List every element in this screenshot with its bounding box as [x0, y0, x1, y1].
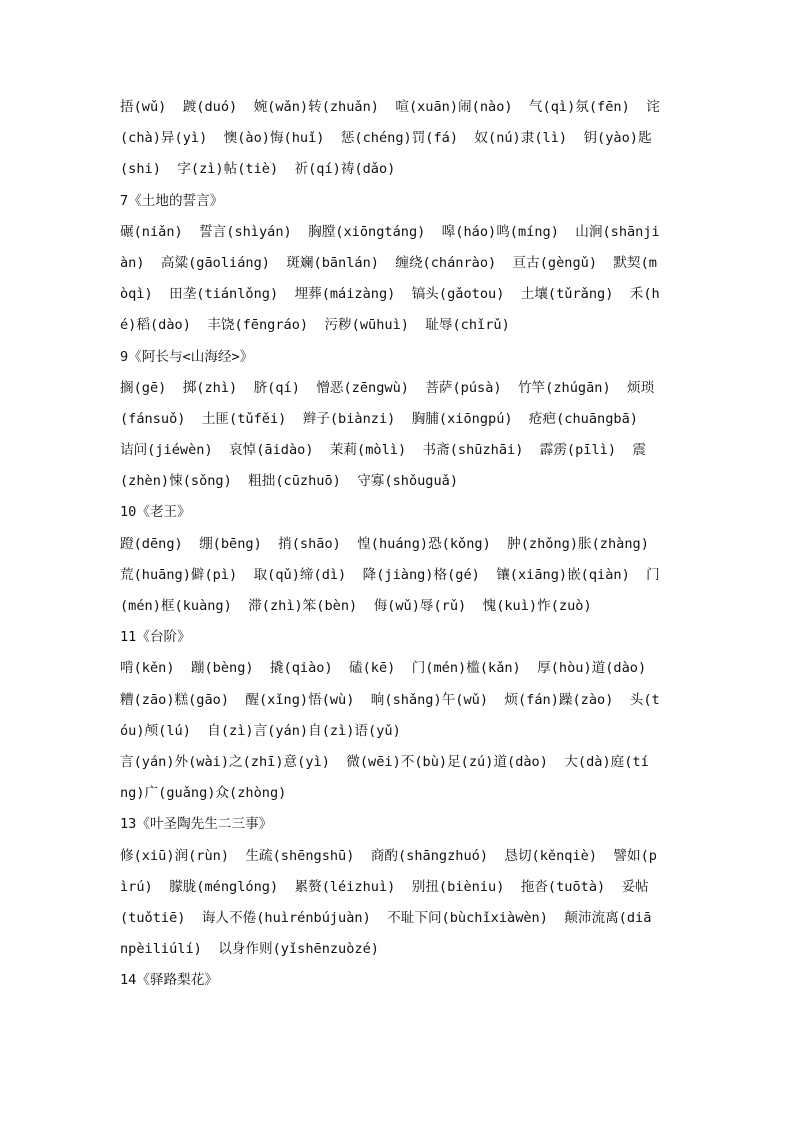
section-heading: 13《叶圣陶先生二三事》: [120, 816, 273, 833]
text-line: 搁(gē) 掷(zhì) 脐(qí) 憎恶(zēngwù) 菩萨(púsà) 竹竿(zhúgān) 烦琐: [120, 379, 655, 396]
text-line: (chà)异(yì) 懊(ào)悔(huǐ) 惩(chéng)罚(fá) 奴(nú)隶(lì) 钥(yào)匙: [120, 130, 652, 147]
text-line: òqì) 田垄(tiánlǒng) 埋葬(máizàng) 镐头(gǎotou) 土壤(tǔrǎng) 禾(h: [120, 286, 660, 303]
text-line: 捂(wǔ) 踱(duó) 婉(wǎn)转(zhuǎn) 喧(xuān)闹(nào) 气(qì)氛(fēn) 诧: [120, 99, 660, 115]
text-line: ng)广(guǎng)众(zhòng): [120, 785, 287, 802]
text-line: óu)颅(lú) 自(zì)言(yán)自(zì)语(yǔ): [120, 722, 401, 739]
text-line: 荒(huāng)僻(pì) 取(qǔ)缔(dì) 降(jiàng)格(gé) 镶(xiāng)嵌(qiàn) 门: [120, 566, 660, 583]
text-line: (shi) 字(zì)帖(tiè) 祈(qí)祷(dǎo): [120, 161, 396, 178]
document-page: [120, 92, 676, 996]
text-line: 修(xiū)润(rùn) 生疏(shēngshū) 商酌(shāngzhuó) 恳切(kěnqiè) 譬如(p: [120, 847, 657, 864]
text-line: (fánsuǒ) 土匪(tǔfěi) 辫子(biànzi) 胸脯(xiōngpú) 疮疤(chuāngbā): [120, 410, 638, 427]
text-line: 啃(kěn) 蹦(bèng) 撬(qiào) 磕(kē) 门(mén)槛(kǎn) 厚(hòu)道(dào): [120, 660, 647, 677]
text-line: é)稻(dào) 丰饶(fēngráo) 污秽(wūhuì) 耻辱(chǐrǔ): [120, 317, 510, 334]
text-line: 言(yán)外(wài)之(zhī)意(yì) 微(wēi)不(bù)足(zú)道(dào) 大(dà)庭(tí: [120, 753, 649, 770]
section-heading: 10《老王》: [120, 504, 191, 521]
text-line: (mén)框(kuàng) 滞(zhì)笨(bèn) 侮(wǔ)辱(rǔ) 愧(kuì)怍(zuò): [120, 598, 592, 614]
text-line: (tuǒtiē) 诲人不倦(huìrénbújuàn) 不耻下问(bùchǐxiàwèn) 颠沛流离(diā: [120, 909, 652, 926]
section-heading: 7《土地的誓言》: [120, 192, 224, 209]
text-line: (zhèn)悚(sǒng) 粗拙(cūzhuō) 守寡(shǒuguǎ): [120, 473, 459, 490]
section-heading: 11《台阶》: [120, 629, 191, 646]
text-line: 蹬(dēng) 绷(bēng) 捎(shāo) 惶(huáng)恐(kǒng) 肿(zhǒng)胀(zhàng): [120, 535, 649, 552]
section-heading: 9《阿长与<山海经>》: [120, 348, 254, 365]
text-line: 糟(zāo)糕(gāo) 醒(xǐng)悟(wù) 晌(shǎng)午(wǔ) 烦(fán)躁(zào) 头(t: [120, 691, 660, 708]
text-line: 诘问(jiéwèn) 哀悼(āidào) 茉莉(mòlì) 书斋(shūzhāi) 霹雳(pīlì) 震: [120, 442, 647, 459]
section-heading: 14《驿路梨花》: [120, 972, 218, 989]
text-line: àn) 高粱(gāoliáng) 斑斓(bānlán) 缠绕(chánrào) 亘古(gèngǔ) 默契(m: [120, 254, 657, 271]
text-line: ìrú) 朦胧(ménglóng) 累赘(léizhuì) 别扭(bièniu) 拖沓(tuōtà) 妥帖: [120, 878, 649, 895]
text-line: 碾(niǎn) 誓言(shìyán) 胸膛(xiōngtáng) 嗥(háo)鸣(míng) 山涧(shānji: [120, 223, 660, 240]
text-line: npèiliúlí) 以身作则(yǐshēnzuòzé): [120, 941, 379, 958]
